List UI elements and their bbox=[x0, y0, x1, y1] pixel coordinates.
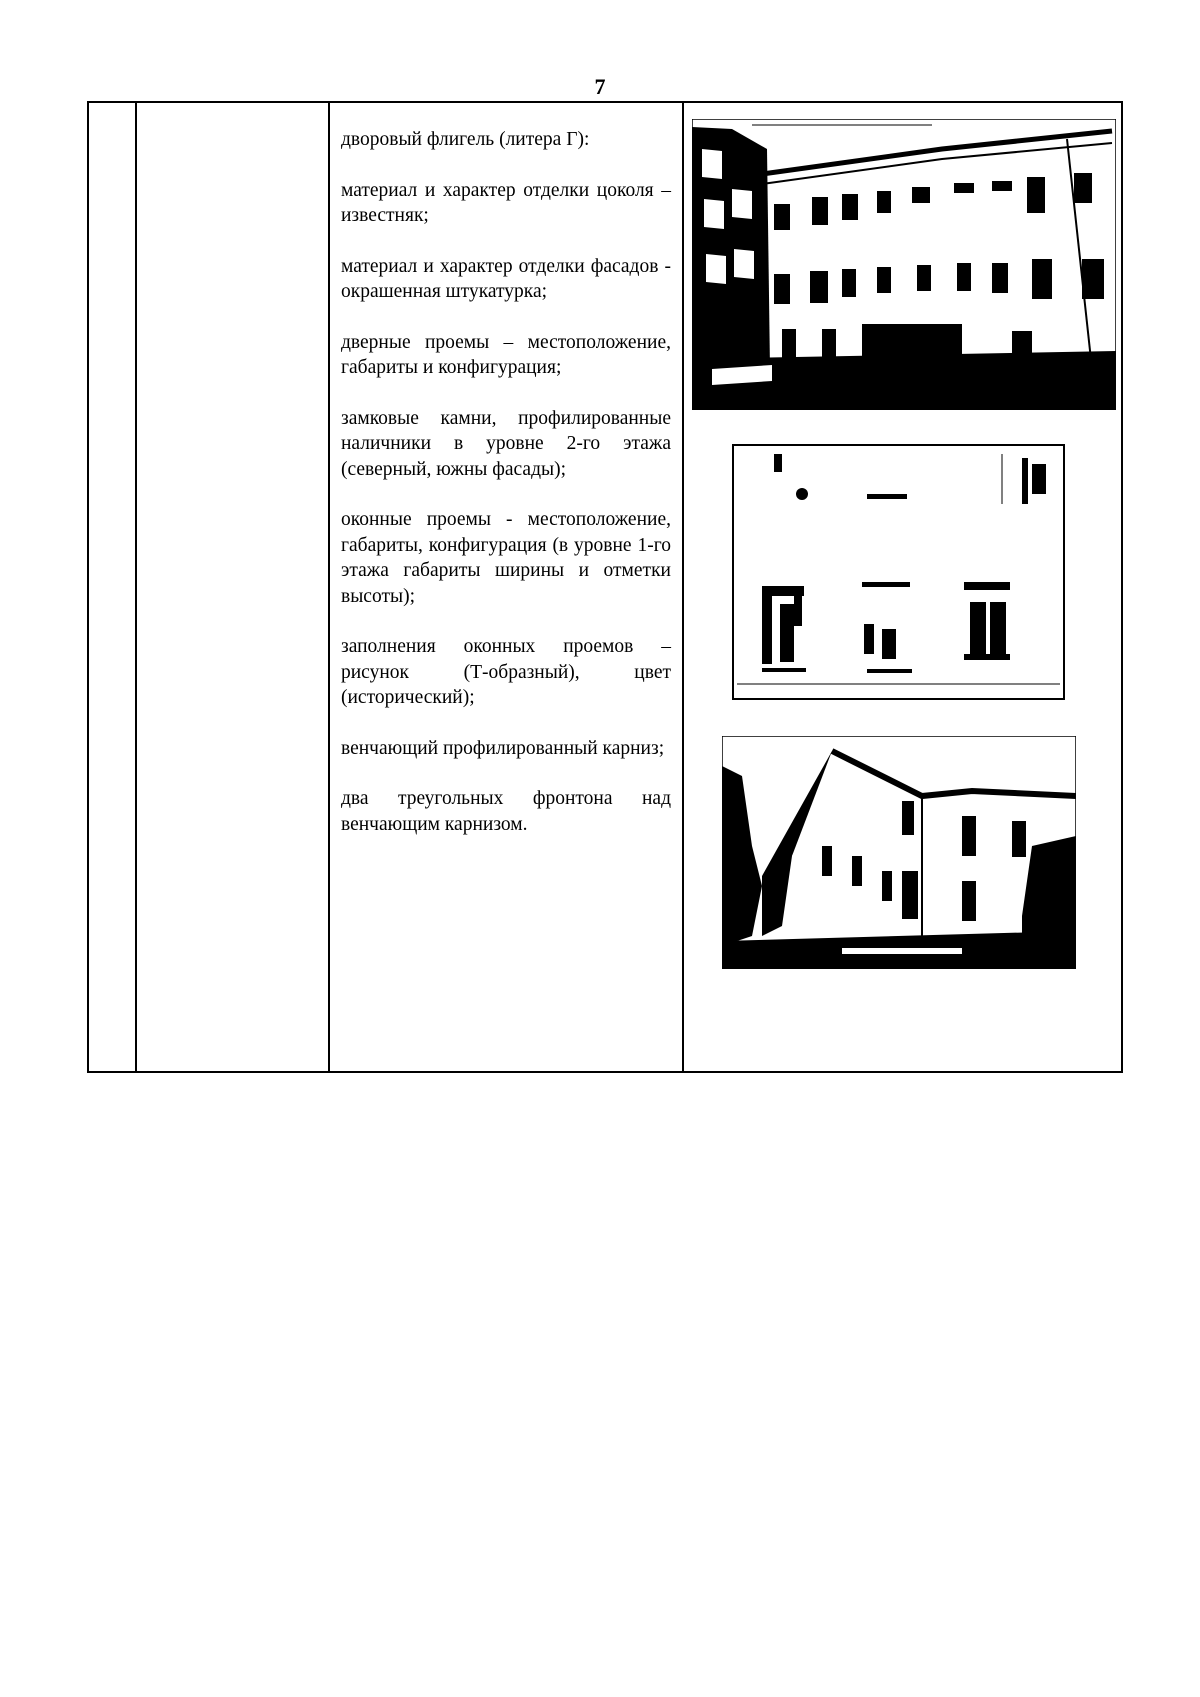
paragraph-6: оконные проемы - местоположение, габариты, конфигурация (в уровне 1-го этажа габариты ширины и отметки высоты); bbox=[341, 509, 671, 607]
object-cell bbox=[136, 102, 329, 1072]
courtyard-wing-facade-photo bbox=[692, 119, 1116, 410]
photo-cell bbox=[683, 102, 1122, 1072]
paragraph-9: два треугольных фронтона над венчающим карнизом. bbox=[341, 788, 671, 835]
paragraph-2: материал и характер отделки цоколя – известняк; bbox=[341, 179, 671, 226]
paragraph-1: дворовый флигель (литера Г): bbox=[341, 129, 590, 150]
paragraph-5: замковые камни, профилированные наличники в уровне 2-го этажа (северный, южны фасады); bbox=[341, 407, 671, 480]
table-row bbox=[88, 102, 1122, 1072]
paragraph-4: дверные проемы – местоположение, габариты и конфигурация; bbox=[341, 331, 671, 378]
subject-of-protection-cell bbox=[329, 102, 683, 1072]
building-corner-view-photo bbox=[722, 736, 1076, 969]
number-cell bbox=[88, 102, 136, 1072]
paragraph-8: венчающий профилированный карниз; bbox=[341, 737, 665, 759]
paragraph-3: материал и характер отделки фасадов - окрашенная штукатурка; bbox=[341, 255, 671, 302]
facade-fragment-windows-photo bbox=[732, 444, 1065, 700]
paragraph-7: заполнения оконных проемов – рисунок (Т-образный), цвет (исторический); bbox=[341, 636, 671, 708]
page-number: 7 bbox=[594, 74, 606, 99]
content-table bbox=[87, 101, 1123, 1073]
